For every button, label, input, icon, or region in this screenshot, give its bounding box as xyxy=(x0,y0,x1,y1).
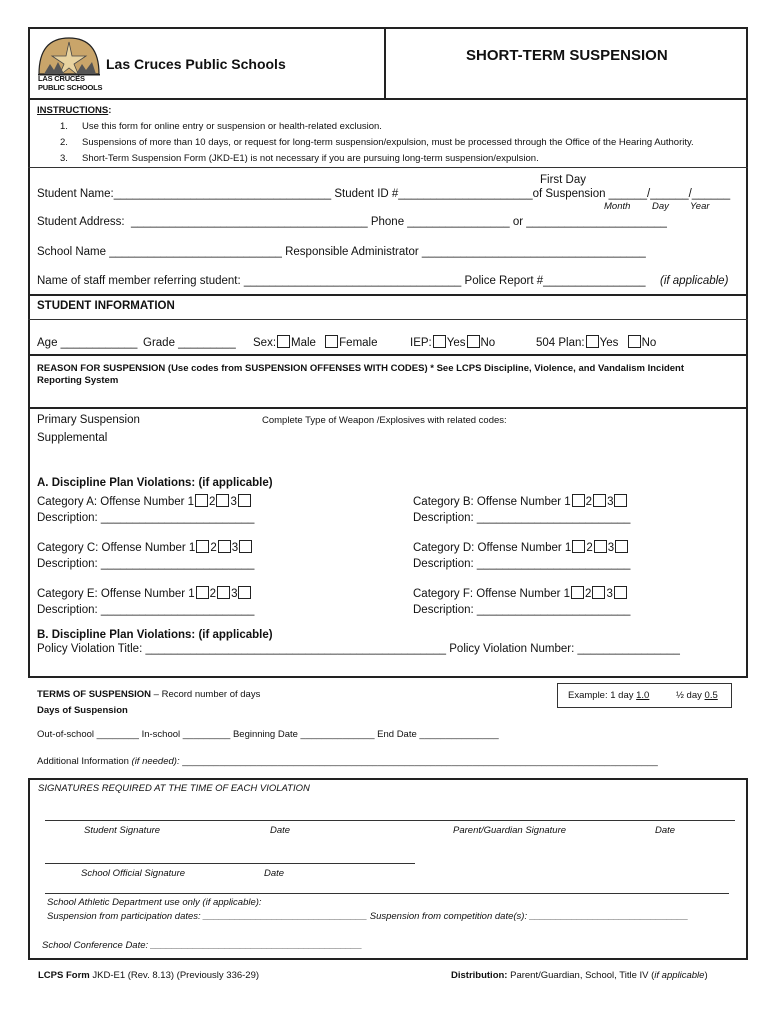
offense-2-checkbox[interactable] xyxy=(593,494,606,507)
category-f-label: Category F: Offense Number 1 xyxy=(413,588,571,600)
sex-label: Sex: xyxy=(253,337,277,349)
offense-2-checkbox[interactable] xyxy=(216,494,229,507)
offense-3-checkbox[interactable] xyxy=(614,586,627,599)
official-date-label: Date xyxy=(264,868,285,879)
terms-heading xyxy=(37,689,260,700)
example-label: Example: 1 day xyxy=(568,690,634,701)
category-b-label: Category B: Offense Number 1 xyxy=(413,496,571,508)
offense-2-label: 2 xyxy=(210,542,217,554)
offense-3-checkbox[interactable] xyxy=(614,494,627,507)
male-checkbox[interactable] xyxy=(277,335,290,348)
district-name: Las Cruces Public Schools xyxy=(106,56,286,72)
offense-3-label: 3 xyxy=(606,588,613,600)
year-label: Year xyxy=(690,201,710,212)
plan504-label: 504 Plan: xyxy=(536,337,585,349)
athletic-label: School Athletic Department use only (if applicable): xyxy=(47,897,262,908)
category-e-description[interactable]: Description: ________________________ xyxy=(37,604,255,616)
offense-3-label: 3 xyxy=(231,588,238,600)
instruction-text: Short-Term Suspension Form (JKD-E1) is not necessary if you are pursuing long-term suspension/expulsion. xyxy=(82,153,539,164)
police-if-applicable: (if applicable) xyxy=(660,275,729,287)
category-a-description[interactable]: Description: ________________________ xyxy=(37,512,255,524)
age-field[interactable]: Age ____________ xyxy=(37,337,138,349)
example-one: 1.0 xyxy=(636,690,650,701)
footer-dist-rest: Parent/Guardian, School, Title IV ( xyxy=(507,970,655,981)
offense-3-label: 3 xyxy=(607,496,614,508)
offense-2-label: 2 xyxy=(585,496,593,508)
example-text xyxy=(568,690,649,701)
category-e-offense xyxy=(37,586,252,600)
school-name-line[interactable]: School Name ___________________________ Responsible Administrator ___________________________________ xyxy=(37,246,646,258)
offense-3-label: 3 xyxy=(230,496,237,508)
staff-referring-line[interactable]: Name of staff member referring student: __________________________________ Police Report #________________ xyxy=(37,275,646,287)
footer-form xyxy=(38,970,259,981)
participation-line[interactable]: Suspension from participation dates: _______________________________ Suspension from competition date(s): ______________________________ xyxy=(47,911,689,922)
example-half: 0.5 xyxy=(704,690,718,701)
additional-if: (if needed): xyxy=(131,756,180,767)
offense-2-label: 2 xyxy=(585,588,592,600)
signature-line xyxy=(45,820,735,821)
discipline-a-heading: A. Discipline Plan Violations: (if applicable) xyxy=(37,477,273,489)
instruction-num: 3. xyxy=(60,153,68,164)
iep-yes-checkbox[interactable] xyxy=(433,335,446,348)
student-info-heading: STUDENT INFORMATION xyxy=(37,300,175,312)
instruction-num: 2. xyxy=(60,137,68,148)
offense-2-checkbox[interactable] xyxy=(218,540,231,553)
iep-label: IEP: xyxy=(410,337,432,349)
category-a-label: Category A: Offense Number 1 xyxy=(37,496,195,508)
primary-suspension-label: Primary Suspension xyxy=(37,414,140,426)
signature-line xyxy=(45,893,729,894)
divider xyxy=(28,294,748,296)
conference-date-line[interactable]: School Conference Date: ________________________________________ xyxy=(42,940,363,951)
category-c-label: Category C: Offense Number 1 xyxy=(37,542,196,554)
category-d-label: Category D: Offense Number 1 xyxy=(413,542,572,554)
instruction-text: Use this form for online entry or suspension or health-related exclusion. xyxy=(82,121,382,132)
month-label: Month xyxy=(604,201,631,212)
days-line[interactable]: Out-of-school ________ In-school _________ Beginning Date ______________ End Date _______________ xyxy=(37,729,499,740)
example-half-text xyxy=(676,690,718,701)
offense-2-label: 2 xyxy=(209,496,216,508)
student-signature-label: Student Signature xyxy=(84,825,161,836)
footer-dist-if: if applicable xyxy=(654,970,705,981)
offense-3-checkbox[interactable] xyxy=(238,494,251,507)
instruction-num: 1. xyxy=(60,121,68,132)
offense-1-checkbox[interactable] xyxy=(571,586,584,599)
footer-form-label: LCPS Form xyxy=(38,970,90,981)
additional-info-line[interactable] xyxy=(37,756,658,767)
instructions-heading-text: INSTRUCTIONS xyxy=(37,105,109,116)
offense-2-label: 2 xyxy=(209,588,217,600)
plan504-no-label: No xyxy=(641,337,657,349)
day-label: Day xyxy=(652,201,669,212)
offense-3-label: 3 xyxy=(231,542,239,554)
plan504-yes-checkbox[interactable] xyxy=(586,335,599,348)
example-half-label: ½ day xyxy=(676,690,702,701)
plan504-no-checkbox[interactable] xyxy=(628,335,641,348)
reason-heading: REASON FOR SUSPENSION (Use codes from SUSPENSION OFFENSES WITH CODES) * See LCPS Discipline, Violence, and Vandalism Incident xyxy=(37,363,685,374)
offense-1-checkbox[interactable] xyxy=(572,540,585,553)
student-address-line[interactable]: _____________________________________ Phone ________________ or ______________________ xyxy=(131,216,667,228)
female-checkbox[interactable] xyxy=(325,335,338,348)
category-b-offense xyxy=(413,494,628,508)
footer-distribution xyxy=(451,970,708,981)
weapon-codes-label: Complete Type of Weapon /Explosives with related codes: xyxy=(262,415,507,426)
offense-1-checkbox[interactable] xyxy=(195,494,208,507)
instructions-heading: INSTRUCTIONS: xyxy=(37,105,112,116)
offense-1-checkbox[interactable] xyxy=(196,540,209,553)
offense-3-label: 3 xyxy=(607,542,615,554)
policy-violation-line[interactable]: Policy Violation Title: _______________________________________________ Policy Violation Number: ________________ xyxy=(37,643,680,655)
iep-yes-label: Yes xyxy=(446,337,466,349)
first-day-label: First Day xyxy=(540,174,586,186)
divider xyxy=(28,407,748,409)
offense-3-checkbox[interactable] xyxy=(239,540,252,553)
iep-no-label: No xyxy=(480,337,496,349)
category-b-description[interactable]: Description: ________________________ xyxy=(413,512,631,524)
grade-field[interactable]: Grade _________ xyxy=(143,337,236,349)
footer-dist-end: ) xyxy=(704,970,708,981)
header-divider xyxy=(384,27,386,100)
footer-form-rest: JKD-E1 (Rev. 8.13) (Previously 336-29) xyxy=(89,970,260,981)
supplemental-label: Supplemental xyxy=(37,432,108,444)
parent-date-label: Date xyxy=(655,825,676,836)
logo-text-1: LAS CRUCES xyxy=(38,74,85,83)
offense-2-checkbox[interactable] xyxy=(592,586,605,599)
category-f-offense xyxy=(413,586,628,600)
divider xyxy=(28,319,748,320)
divider xyxy=(28,354,748,356)
student-date-label: Date xyxy=(270,825,291,836)
offense-2-label: 2 xyxy=(586,542,593,554)
iep-row xyxy=(410,335,495,349)
female-label: Female xyxy=(339,337,378,349)
male-label: Male xyxy=(291,337,316,349)
days-of-suspension-label: Days of Suspension xyxy=(37,705,128,716)
category-d-offense xyxy=(413,540,629,554)
reason-heading-2: Reporting System xyxy=(37,375,119,386)
student-address-label: Student Address: xyxy=(37,216,125,228)
offense-3-checkbox[interactable] xyxy=(238,586,251,599)
offense-2-checkbox[interactable] xyxy=(594,540,607,553)
logo-text-2: PUBLIC SCHOOLS xyxy=(38,83,103,92)
discipline-b-heading: B. Discipline Plan Violations: (if applicable) xyxy=(37,629,273,641)
footer-dist-label: Distribution: xyxy=(451,970,508,981)
offense-3-checkbox[interactable] xyxy=(615,540,628,553)
additional-blank: __________________________________________________________________________________________ xyxy=(179,756,658,767)
category-c-description[interactable]: Description: ________________________ xyxy=(37,558,255,570)
category-f-description[interactable]: Description: ________________________ xyxy=(413,604,631,616)
category-c-offense xyxy=(37,540,253,554)
sex-row xyxy=(253,335,378,349)
instruction-text: Suspensions of more than 10 days, or request for long-term suspension/expulsion, must be processed through the Office of the Hearing Authority. xyxy=(82,137,694,148)
plan504-yes-label: Yes xyxy=(599,337,619,349)
signatures-heading: SIGNATURES REQUIRED AT THE TIME OF EACH VIOLATION xyxy=(38,783,310,794)
student-name-line[interactable]: Student Name:__________________________________ Student ID #_____________________of Suspension ______/______/______ xyxy=(37,188,731,200)
terms-heading-rest: – Record number of days xyxy=(151,689,261,700)
signature-line xyxy=(45,863,415,864)
additional-label: Additional Information xyxy=(37,756,132,767)
offense-1-checkbox[interactable] xyxy=(572,494,585,507)
parent-signature-label: Parent/Guardian Signature xyxy=(453,825,567,836)
iep-no-checkbox[interactable] xyxy=(467,335,480,348)
plan504-row xyxy=(536,335,656,349)
terms-heading-text: TERMS OF SUSPENSION xyxy=(37,689,152,700)
category-e-label: Category E: Offense Number 1 xyxy=(37,588,195,600)
official-signature-label: School Official Signature xyxy=(81,868,186,879)
divider xyxy=(28,167,748,168)
category-a-offense xyxy=(37,494,252,508)
form-title: SHORT-TERM SUSPENSION xyxy=(466,47,668,64)
offense-2-checkbox[interactable] xyxy=(217,586,230,599)
offense-1-checkbox[interactable] xyxy=(196,586,209,599)
category-d-description[interactable]: Description: ________________________ xyxy=(413,558,631,570)
